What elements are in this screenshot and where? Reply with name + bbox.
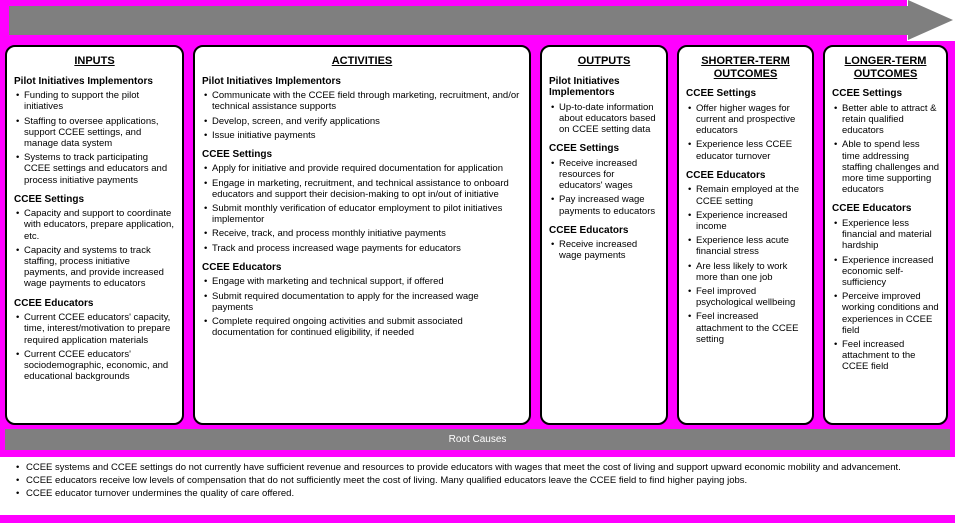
bullet-list: [549, 158, 659, 217]
bullet-item: • Engage in marketing, recruitment, and technical assistance to onboard educators and support their decision-making to opt in/out of initiative: [204, 178, 522, 200]
section-pilot-implementors: [14, 76, 175, 186]
bullet-item: • Experience increased income: [688, 210, 805, 232]
bullet-item: • Feel increased attachment to the CCEE field: [834, 339, 939, 373]
bullet-item: • Current CCEE educators' sociodemographic, economic, and educational backgrounds: [16, 349, 175, 383]
bullet-item: • Experience less CCEE educator turnover: [688, 139, 805, 161]
section-pilot-implementors: [549, 76, 659, 136]
bullet-list: [686, 103, 805, 162]
section-heading: CCEE Settings: [549, 143, 620, 155]
bullet-item: • Experience increased economic self-sufficiency: [834, 255, 939, 289]
section-heading: CCEE Educators: [549, 224, 629, 236]
section-heading: Pilot Initiatives Implementors: [202, 75, 341, 87]
bullet-item: • Issue initiative payments: [204, 130, 522, 141]
column-title: LONGER-TERM OUTCOMES: [844, 55, 927, 80]
section-ccee-settings: [549, 143, 659, 217]
bullet-item: • Submit required documentation to apply for the increased wage payments: [204, 291, 522, 313]
bullet-item: • Better able to attract & retain qualified educators: [834, 103, 939, 137]
bullet-item: • Receive increased wage payments: [551, 239, 659, 261]
bullet-list: [549, 102, 659, 136]
section-heading: CCEE Educators: [832, 203, 912, 215]
bullet-list: [549, 239, 659, 261]
bullet-item: • Capacity and systems to track staffing, process initiative payments, and provide increased wage payments to educators: [16, 245, 175, 290]
section-heading: CCEE Educators: [202, 261, 282, 273]
section-ccee-settings: [686, 88, 805, 162]
section-heading: CCEE Educators: [14, 297, 94, 309]
section-heading: CCEE Settings: [14, 193, 85, 205]
bullet-list: [202, 90, 522, 141]
section-heading: CCEE Settings: [202, 148, 273, 160]
bullet-list: [686, 184, 805, 345]
bullet-item: • Offer higher wages for current and prospective educators: [688, 103, 805, 137]
bullet-list: [832, 218, 939, 373]
section-ccee-educators: [686, 170, 805, 345]
bullet-list: [832, 103, 939, 196]
section-heading: Pilot Initiatives Implementors: [549, 75, 620, 99]
bullet-item: • Receive increased resources for educators' wages: [551, 158, 659, 192]
section-ccee-settings: [14, 194, 175, 290]
bullet-item: • Develop, screen, and verify applications: [204, 116, 522, 127]
flow-arrow-body: [9, 6, 910, 35]
bullet-item: • Up-to-date information about educators based on CCEE setting data: [551, 102, 659, 136]
bullet-item: • Pay increased wage payments to educators: [551, 194, 659, 216]
bullet-item: • Capacity and support to coordinate with educators, prepare application, etc.: [16, 208, 175, 242]
column-title: OUTPUTS: [577, 55, 631, 67]
bullet-item: • Engage with marketing and technical support, if offered: [204, 276, 522, 287]
root-causes-list: [14, 462, 941, 500]
bullet-item: • Are less likely to work more than one job: [688, 261, 805, 283]
column-title: INPUTS: [74, 55, 115, 67]
section-ccee-educators: [549, 225, 659, 262]
bullet-item: • Experience less acute financial stress: [688, 235, 805, 257]
root-cause-item: • CCEE educator turnover undermines the quality of care offered.: [14, 488, 941, 501]
column-longer-term-outcomes: [823, 45, 948, 425]
bullet-item: • Funding to support the pilot initiatives: [16, 90, 175, 112]
column-outputs: [540, 45, 668, 425]
section-ccee-educators: [202, 262, 522, 339]
column-shorter-term-outcomes: [677, 45, 814, 425]
section-heading: CCEE Settings: [832, 88, 903, 100]
bullet-item: • Able to spend less time addressing staffing challenges and more time supporting educators: [834, 139, 939, 195]
bullet-item: • Systems to track participating CCEE settings and educators and process initiative payments: [16, 152, 175, 186]
root-cause-item: • CCEE systems and CCEE settings do not currently have sufficient revenue and resources to provide educators with wages that meet the cost of living and support upward economic mobility and advancement.: [14, 462, 941, 475]
logic-model-columns: [5, 45, 950, 425]
root-causes-bar: [5, 429, 950, 450]
column-inputs: [5, 45, 184, 425]
bullet-item: • Feel improved psychological wellbeing: [688, 286, 805, 308]
bullet-item: • Current CCEE educators' capacity, time, interest/motivation to prepare required application materials: [16, 312, 175, 346]
flow-arrow-banner: [0, 0, 955, 41]
bullet-list: [14, 90, 175, 186]
section-heading: CCEE Settings: [686, 88, 757, 100]
column-title: ACTIVITIES: [331, 55, 393, 67]
root-cause-item: • CCEE educators receive low levels of compensation that do not sufficiently meet the cost of living. Many qualified educators leave the CCEE field to find higher paying jobs.: [14, 475, 941, 488]
column-title: SHORTER-TERM OUTCOMES: [701, 55, 790, 80]
bullet-list: [202, 163, 522, 253]
bullet-item: • Apply for initiative and provide required documentation for application: [204, 163, 522, 174]
bullet-item: • Feel increased attachment to the CCEE setting: [688, 311, 805, 345]
bullet-item: • Perceive improved working conditions and experiences in CCEE field: [834, 291, 939, 336]
bullet-item: • Receive, track, and process monthly initiative payments: [204, 228, 522, 239]
bullet-list: [14, 312, 175, 382]
section-heading: Pilot Initiatives Implementors: [14, 75, 153, 87]
bullet-list: [14, 208, 175, 289]
section-ccee-educators: [832, 203, 939, 372]
root-causes-panel: [0, 457, 955, 515]
bullet-item: • Staffing to oversee applications, support CCEE settings, and manage data system: [16, 116, 175, 150]
section-ccee-settings: [832, 88, 939, 195]
root-causes-label: Root Causes: [448, 434, 507, 445]
bullet-item: • Submit monthly verification of educator employment to pilot initiatives implementor: [204, 203, 522, 225]
column-activities: [193, 45, 531, 425]
section-pilot-implementors: [202, 76, 522, 141]
bullet-item: • Track and process increased wage payments for educators: [204, 243, 522, 254]
bullet-item: • Communicate with the CCEE field through marketing, recruitment, and/or technical assistance supports: [204, 90, 522, 112]
section-ccee-educators: [14, 298, 175, 383]
bullet-item: • Experience less financial and material hardship: [834, 218, 939, 252]
section-ccee-settings: [202, 149, 522, 254]
section-heading: CCEE Educators: [686, 169, 766, 181]
bullet-item: • Remain employed at the CCEE setting: [688, 184, 805, 206]
flow-arrow-head-icon: [908, 0, 953, 40]
bullet-list: [202, 276, 522, 338]
bullet-item: • Complete required ongoing activities and submit associated documentation for continued eligibility, if needed: [204, 316, 522, 338]
